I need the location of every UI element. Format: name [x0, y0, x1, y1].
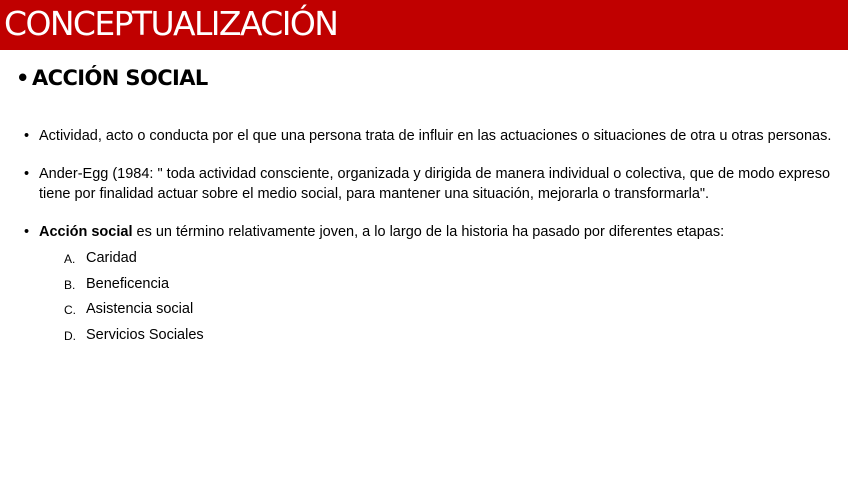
stage-item: [39, 325, 832, 351]
bullet-text: Ander-Egg (1984: " toda actividad consciente, organizada y dirigida de manera individual o colectiva, que de modo expreso tiene por finalidad actuar sobre el medio social, para mantener una situación, mejorarla o transformarla".: [39, 166, 831, 202]
bullet-text: Actividad, acto o conducta por el que una persona trata de influir en las actuaciones o situaciones de otra u otras personas.: [39, 128, 832, 144]
stage-label: Beneficencia: [86, 275, 170, 292]
stage-item: [39, 248, 832, 274]
bullet-text: [39, 224, 724, 240]
stage-label: Servicios Sociales: [86, 326, 204, 343]
stage-letter: A.: [64, 252, 76, 266]
subtitle-bullet: •: [16, 66, 29, 90]
stage-label: Asistencia social: [86, 301, 194, 317]
bullet-mark: •: [24, 128, 30, 144]
bullet-mark: •: [24, 166, 30, 182]
title-bar: [0, 0, 848, 50]
subtitle-text: ACCIÓN SOCIAL: [32, 66, 208, 90]
slide-title: CONCEPTUALIZACIÓN: [4, 4, 338, 43]
slide-subtitle: [16, 64, 208, 92]
stage-letter: B.: [64, 277, 76, 292]
stage-letter: C.: [64, 303, 76, 317]
bullet-mark: •: [24, 224, 30, 240]
bullet-bold-term: Acción social: [39, 224, 133, 240]
bullet-item: [24, 126, 832, 146]
stage-item: [39, 299, 832, 325]
stage-letter: D.: [64, 328, 76, 343]
bullet-text-rest: es un término relativamente joven, a lo largo de la historia ha pasado por diferentes etapas:: [132, 224, 725, 240]
stage-label: Caridad: [86, 250, 137, 266]
bullet-item: [24, 164, 832, 204]
stage-item: [39, 274, 832, 300]
bullet-list: [24, 126, 832, 368]
stages-list: [39, 248, 832, 350]
bullet-item: [24, 222, 832, 350]
